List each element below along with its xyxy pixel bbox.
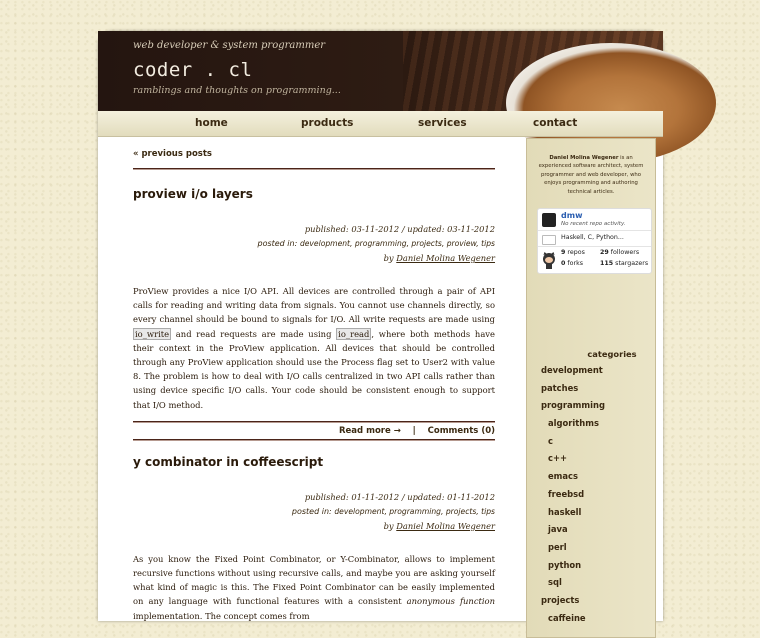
github-languages: Haskell, C, Python... [561,234,624,241]
main-nav [98,111,663,137]
stargazers-label: stargazers [615,260,649,267]
forks-label: forks [567,260,583,267]
by-label: by [383,520,394,531]
divider [538,230,651,231]
category-item[interactable]: patches [541,382,579,393]
read-more-link[interactable]: Read more → [339,425,401,436]
category-item[interactable]: c [548,435,553,446]
followers-label: followers [610,249,640,256]
divider [538,246,651,247]
excerpt-text: As you know the Fixed Point Combinator, or Y-Combinator, allows to implement recursive functions without using recursive calls, and maybe you are asking yourself what kind of magic is this. The Fixed Point Combinator can be easily implemented on any language with functional features with a consistent [133,553,495,607]
category-item[interactable]: freebsd [548,488,585,499]
category-item[interactable]: emacs [548,471,579,482]
post-tags[interactable]: development, programming, projects, proview, tips [299,239,495,248]
category-item[interactable]: c++ [548,453,567,464]
repo-icon [542,235,556,245]
github-widget [537,208,652,274]
divider [133,168,495,170]
inline-code: io_write [135,328,170,339]
github-avatar [542,213,556,227]
page-container [98,31,663,621]
post-author-row [133,251,495,265]
category-item[interactable]: projects [541,594,580,605]
post-meta [133,222,495,265]
category-item[interactable]: python [548,559,582,570]
excerpt-text: implementation. The concept comes from [133,610,310,621]
divider [133,439,495,441]
github-activity: No recent repo activity. [561,221,626,227]
comments-link[interactable]: Comments (0) [427,425,495,436]
author-link[interactable]: Daniel Molina Wegener [396,253,495,263]
post-dates: published: 03-11-2012 / updated: 03-11-2012 [304,224,495,234]
nav-contact[interactable]: contact [533,117,578,129]
author-bio [535,154,647,196]
repos-label: repos [567,249,585,256]
categories-widget [541,349,653,627]
category-item[interactable]: caffeine [548,612,586,623]
nav-services[interactable]: services [418,117,467,129]
sidebar [526,138,656,638]
bio-name: Daniel Molina Wegener [549,155,619,161]
stargazers-count: 115 [600,260,614,267]
category-item[interactable]: programming [541,400,605,411]
emphasis-text: anonymous function [406,596,495,607]
post-footer [133,423,495,436]
post-title[interactable]: y combinator in coffeescript [133,454,324,469]
nav-home[interactable]: home [195,117,228,129]
category-item[interactable]: perl [548,541,567,552]
posted-in-label: posted in: [291,506,332,516]
previous-posts-link[interactable]: « previous posts [133,149,212,159]
category-item[interactable]: development [541,365,603,375]
category-item[interactable]: haskell [548,506,582,517]
github-username[interactable]: dmw [561,211,583,220]
github-forks [561,260,583,267]
post-tags[interactable]: development, programming, projects, tips [334,506,495,516]
categories-title: categories [587,349,637,359]
excerpt-text: and read requests are made using [171,328,337,339]
excerpt-text: ProView provides a nice I/O API. All devices are controlled through a pair of API calls for reading and writing data from signals. You cannot use channels directly, so every channel should be bound to signals for I/O. All write requests are made using [133,286,495,325]
inline-code: io_read [338,328,370,339]
post [133,455,495,623]
category-item[interactable]: sql [548,577,562,588]
post-tags-row [133,504,495,519]
author-link[interactable]: Daniel Molina Wegener [396,520,495,531]
site-header [98,31,663,111]
site-subtitle: ramblings and thoughts on programming... [133,85,341,96]
post-meta [133,490,495,533]
post-excerpt [133,552,495,623]
post-title[interactable]: proview i/o layers [133,187,253,201]
post-author-row [133,519,495,533]
footer-separator: | [412,425,416,436]
category-list [541,362,653,627]
category-item[interactable]: java [548,524,568,535]
posted-in-label: posted in: [257,239,298,248]
by-label: by [383,253,394,263]
post-excerpt [133,284,495,412]
main-content [133,149,495,623]
forks-count: 0 [561,260,566,267]
github-stargazers [600,260,648,267]
post [133,187,495,441]
github-followers [600,249,639,256]
nav-products[interactable]: products [301,117,354,129]
excerpt-text: , where both methods have their context in the ProView application. All devices that should be controlled through any ProView application should use the Process flag set to User2 with value 8. The problem is how to deal with I/O calls centralized in two API calls rather than using device specific I/O calls. Your code should be consistent enough to support that I/O method. [133,328,495,410]
repos-count: 9 [561,249,566,256]
site-tagline: web developer & system programmer [133,40,326,51]
site-title[interactable]: coder . cl [133,59,253,81]
category-item[interactable]: algorithms [548,418,599,429]
post-dates: published: 01-11-2012 / updated: 01-11-2012 [304,491,495,502]
bio-text: is an experienced software architect, system programmer and web developer, who enjoys programming and authoring technical articles. [538,155,644,195]
followers-count: 29 [600,249,609,256]
github-repos [561,249,585,256]
post-tags-row [133,236,495,251]
octocat-icon [541,252,557,270]
